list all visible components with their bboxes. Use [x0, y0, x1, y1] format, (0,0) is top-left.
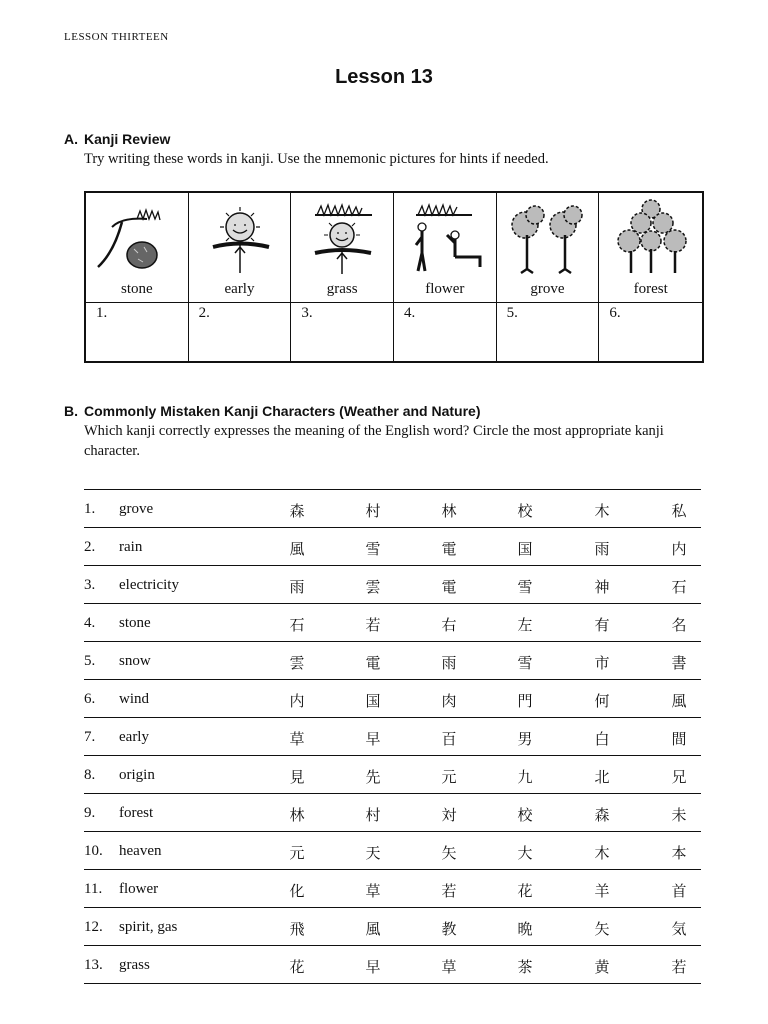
kanji-choice[interactable]: 天 [365, 844, 381, 862]
english-word: rain [119, 539, 143, 555]
kanji-choice[interactable]: 左 [517, 616, 533, 634]
kanji-choice[interactable]: 電 [365, 654, 381, 672]
picture-cell-grove [497, 193, 600, 303]
table-row [84, 794, 701, 832]
kanji-choice[interactable]: 石 [289, 616, 305, 634]
kanji-choice[interactable]: 草 [441, 958, 457, 976]
kanji-choice[interactable]: 男 [517, 730, 533, 748]
kanji-choice[interactable]: 先 [365, 768, 381, 786]
page-title: Lesson 13 [335, 66, 433, 88]
kanji-choice[interactable]: 百 [441, 730, 457, 748]
row-number: 13. [84, 957, 103, 973]
early-mnemonic-icon [195, 197, 285, 275]
kanji-choice[interactable]: 兄 [671, 768, 687, 786]
kanji-choice[interactable]: 雨 [594, 540, 610, 558]
kanji-choice[interactable]: 茶 [517, 958, 533, 976]
answer-number: 6. [609, 305, 621, 321]
picture-cell-grass [291, 193, 394, 303]
kanji-choice[interactable]: 花 [517, 882, 533, 900]
kanji-choice[interactable]: 電 [441, 578, 457, 596]
answer-cell-4[interactable] [394, 303, 497, 361]
kanji-choice[interactable]: 森 [594, 806, 610, 824]
kanji-choice[interactable]: 飛 [289, 920, 305, 938]
row-number: 6. [84, 691, 96, 707]
kanji-choice-list [84, 489, 701, 984]
kanji-choice[interactable]: 雨 [289, 578, 305, 596]
row-number: 8. [84, 767, 96, 783]
kanji-choice[interactable]: 森 [289, 502, 305, 520]
kanji-choice[interactable]: 早 [365, 958, 381, 976]
kanji-choice[interactable]: 木 [594, 502, 610, 520]
table-row [84, 908, 701, 946]
english-word: grass [119, 957, 150, 973]
kanji-choice[interactable]: 雪 [517, 578, 533, 596]
section-a-instruction: Try writing these words in kanji. Use the mnemonic pictures for hints if needed. [84, 151, 549, 167]
kanji-choice[interactable]: 晩 [517, 920, 533, 938]
table-row [84, 566, 701, 604]
kanji-choice[interactable]: 何 [594, 692, 610, 710]
answer-number: 1. [96, 305, 108, 321]
answer-number: 2. [198, 305, 210, 321]
flower-mnemonic-icon [400, 197, 490, 275]
forest-mnemonic-icon [605, 197, 695, 275]
kanji-choice[interactable]: 国 [365, 692, 381, 710]
kanji-choice[interactable]: 未 [671, 806, 687, 824]
kanji-choice[interactable]: 教 [441, 920, 457, 938]
answer-number: 3. [301, 305, 313, 321]
picture-cell-forest [599, 193, 702, 303]
kanji-choice[interactable]: 内 [289, 692, 305, 710]
kanji-choice[interactable]: 右 [441, 616, 457, 634]
answer-cell-3[interactable] [291, 303, 394, 361]
picture-label-forest: forest [633, 281, 668, 297]
english-word: early [119, 729, 149, 745]
kanji-choice[interactable]: 風 [671, 692, 687, 710]
english-word: stone [119, 615, 151, 631]
kanji-choice[interactable]: 大 [517, 844, 533, 862]
section-a-title: Kanji Review [84, 131, 171, 147]
table-row [84, 756, 701, 794]
kanji-choice[interactable]: 矢 [594, 920, 610, 938]
table-row [84, 490, 701, 528]
row-number: 5. [84, 653, 96, 669]
table-row [84, 832, 701, 870]
kanji-choice[interactable]: 私 [671, 502, 687, 520]
kanji-choice[interactable]: 名 [671, 616, 687, 634]
section-b-title: Commonly Mistaken Kanji Characters (Weather and Nature) [84, 403, 481, 419]
kanji-choice[interactable]: 草 [289, 730, 305, 748]
kanji-choice[interactable]: 風 [289, 540, 305, 558]
kanji-choice[interactable]: 対 [441, 806, 457, 824]
kanji-choice[interactable]: 元 [441, 768, 457, 786]
kanji-choice[interactable]: 神 [594, 578, 610, 596]
english-word: flower [119, 881, 159, 897]
kanji-choice[interactable]: 木 [594, 844, 610, 862]
section-b-instruction: Which kanji correctly expresses the meaning of the English word? Circle the most appropriate kanji character. [84, 423, 664, 459]
english-word: wind [119, 691, 149, 707]
english-word: grove [119, 501, 154, 517]
kanji-choice[interactable]: 本 [671, 844, 687, 862]
answer-number: 5. [506, 305, 518, 321]
kanji-choice[interactable]: 見 [289, 768, 305, 786]
kanji-choice[interactable]: 雲 [365, 578, 381, 596]
section-b-letter: B. [64, 403, 78, 419]
kanji-choice[interactable]: 村 [365, 806, 381, 824]
running-head: LESSON THIRTEEN [64, 31, 169, 43]
kanji-choice[interactable]: 黄 [594, 958, 610, 976]
table-row [84, 604, 701, 642]
kanji-choice[interactable]: 村 [365, 502, 381, 520]
row-number: 4. [84, 615, 96, 631]
kanji-choice[interactable]: 国 [517, 540, 533, 558]
answer-cell-2[interactable] [189, 303, 292, 361]
picture-label-stone: stone [120, 281, 153, 297]
row-number: 7. [84, 729, 96, 745]
kanji-choice[interactable]: 校 [517, 502, 533, 520]
picture-cell-early [189, 193, 292, 303]
table-row [84, 642, 701, 680]
kanji-choice[interactable]: 校 [517, 806, 533, 824]
kanji-choice[interactable]: 花 [289, 958, 305, 976]
picture-label-grass: grass [326, 281, 358, 297]
row-number: 9. [84, 805, 96, 821]
english-word: heaven [119, 843, 162, 859]
kanji-choice[interactable]: 林 [441, 502, 457, 520]
section-a-letter: A. [64, 131, 78, 147]
picture-label-flower: flower [425, 281, 465, 297]
kanji-choice[interactable]: 矢 [441, 844, 457, 862]
answer-number: 4. [403, 305, 416, 321]
english-word: forest [119, 805, 154, 821]
kanji-choice[interactable]: 風 [365, 920, 381, 938]
section-b-heading [64, 403, 481, 419]
kanji-choice[interactable]: 早 [365, 730, 381, 748]
stone-mnemonic-icon [92, 197, 182, 275]
row-number: 1. [84, 501, 96, 517]
english-word: spirit, gas [119, 919, 178, 935]
kanji-choice[interactable]: 電 [441, 540, 457, 558]
kanji-choice[interactable]: 門 [517, 692, 533, 710]
kanji-choice[interactable]: 若 [671, 958, 687, 976]
picture-cell-stone [86, 193, 189, 303]
kanji-choice[interactable]: 有 [594, 616, 610, 634]
kanji-choice[interactable]: 白 [594, 730, 610, 748]
answer-cell-1[interactable] [86, 303, 189, 361]
english-word: snow [119, 653, 151, 669]
kanji-choice[interactable]: 雲 [289, 654, 305, 672]
english-word: electricity [119, 577, 179, 593]
kanji-choice[interactable]: 雪 [365, 540, 381, 558]
kanji-choice[interactable]: 北 [594, 768, 610, 786]
kanji-choice[interactable]: 化 [289, 882, 305, 900]
row-number: 3. [84, 577, 96, 593]
table-row [84, 946, 701, 984]
picture-cell-flower [394, 193, 497, 303]
table-row [84, 528, 701, 566]
row-number: 10. [84, 843, 103, 859]
kanji-choice[interactable]: 書 [671, 654, 687, 672]
kanji-choice[interactable]: 元 [289, 844, 305, 862]
grass-mnemonic-icon [297, 197, 387, 275]
row-number: 11. [84, 881, 103, 897]
mnemonic-picture-table [84, 191, 704, 363]
kanji-choice[interactable]: 草 [365, 882, 381, 900]
table-row [84, 870, 701, 908]
kanji-choice[interactable]: 市 [594, 654, 610, 672]
kanji-choice[interactable]: 石 [671, 578, 687, 596]
kanji-choice[interactable]: 雨 [441, 654, 457, 672]
table-row [84, 680, 701, 718]
grove-mnemonic-icon [503, 197, 593, 275]
kanji-choice[interactable]: 雪 [517, 654, 533, 672]
answer-cell-5[interactable] [497, 303, 600, 361]
kanji-choice[interactable]: 間 [671, 730, 687, 748]
kanji-choice[interactable]: 九 [517, 768, 533, 786]
english-word: origin [119, 767, 155, 783]
section-a-heading [64, 131, 170, 147]
kanji-choice[interactable]: 首 [671, 882, 687, 900]
table-row [84, 718, 701, 756]
picture-label-grove: grove [530, 281, 565, 297]
kanji-choice[interactable]: 内 [671, 540, 687, 558]
kanji-choice[interactable]: 肉 [441, 692, 457, 710]
kanji-choice[interactable]: 若 [365, 616, 381, 634]
picture-label-early: early [224, 281, 255, 297]
kanji-choice[interactable]: 気 [671, 920, 687, 938]
answer-cell-6[interactable] [599, 303, 702, 361]
kanji-choice[interactable]: 林 [289, 806, 305, 824]
row-number: 12. [84, 919, 103, 935]
kanji-choice[interactable]: 若 [441, 882, 457, 900]
kanji-choice[interactable]: 羊 [594, 882, 610, 900]
row-number: 2. [84, 539, 96, 555]
